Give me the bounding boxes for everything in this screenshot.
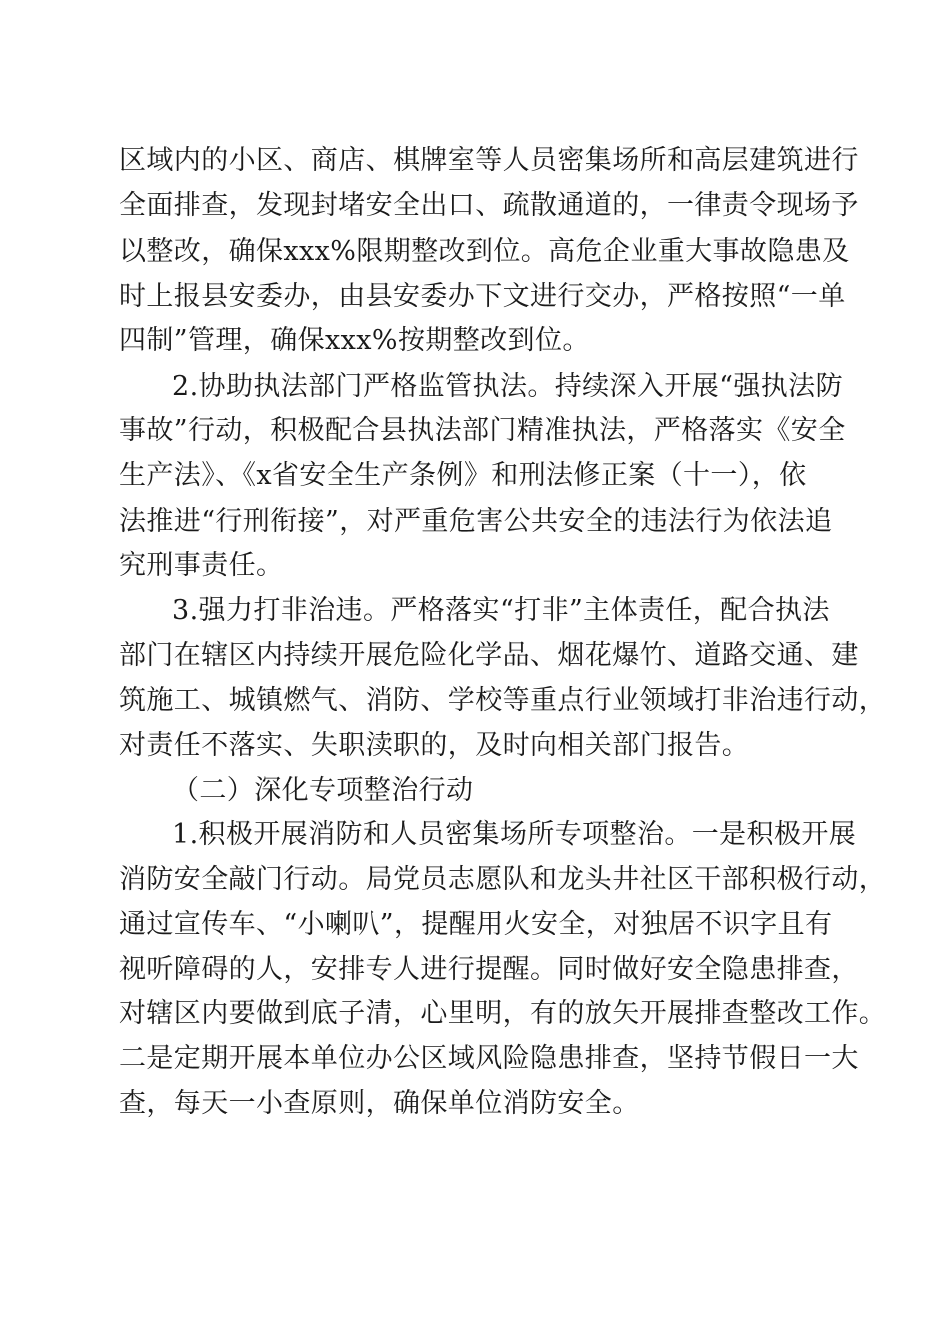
text-line: 对责任不落实、失职渎职的，及时向相关部门报告。 [119,730,750,761]
paragraph-first-line: 1.积极开展消防和人员密集场所专项整治。一是积极开展 [172,819,857,850]
text-line: 二是定期开展本单位办公区域风险隐患排查，坚持节假日一大 [119,1043,859,1074]
text-line: 法推进“行刑衔接”，对严重危害公共安全的违法行为依法追 [119,506,833,537]
text-line: 四制”管理，确保xxx%按期整改到位。 [119,325,590,356]
paragraph-first-line: 3.强力打非治违。严格落实“打非”主体责任，配合执法 [172,595,830,626]
text-line: 时上报县安委办，由县安委办下文进行交办，严格按照“一单 [119,281,846,312]
text-line: 通过宣传车、“小喇叭”，提醒用火安全，对独居不识字且有 [119,909,833,940]
text-line: 全面排查，发现封堵安全出口、疏散通道的，一律责令现场予 [119,190,859,221]
paragraph-first-line: 2.协助执法部门严格监管执法。持续深入开展“强执法防 [172,371,843,402]
text-line: 查，每天一小查原则，确保单位消防安全。 [119,1088,640,1119]
text-line: 究刑事责任。 [119,550,284,581]
text-line: 以整改，确保xxx%限期整改到位。高危企业重大事故隐患及 [119,236,850,267]
text-line: 生产法》、《x省安全生产条例》和刑法修正案（十一），依 [119,460,807,491]
text-line: 事故”行动，积极配合县执法部门精准执法，严格落实《安全 [119,415,846,446]
text-line: 对辖区内要做到底子清，心里明，有的放矢开展排查整改工作。 [119,998,887,1029]
section-heading: （二）深化专项整治行动 [172,775,474,806]
text-line: 消防安全敲门行动。局党员志愿队和龙头井社区干部积极行动， [119,864,887,895]
text-line: 筑施工、城镇燃气、消防、学校等重点行业领域打非治违行动， [119,685,887,716]
text-line: 视听障碍的人，安排专人进行提醒。同时做好安全隐患排查， [119,954,859,985]
text-line: 部门在辖区内持续开展危险化学品、烟花爆竹、道路交通、建 [119,640,859,671]
text-line: 区域内的小区、商店、棋牌室等人员密集场所和高层建筑进行 [119,145,859,176]
